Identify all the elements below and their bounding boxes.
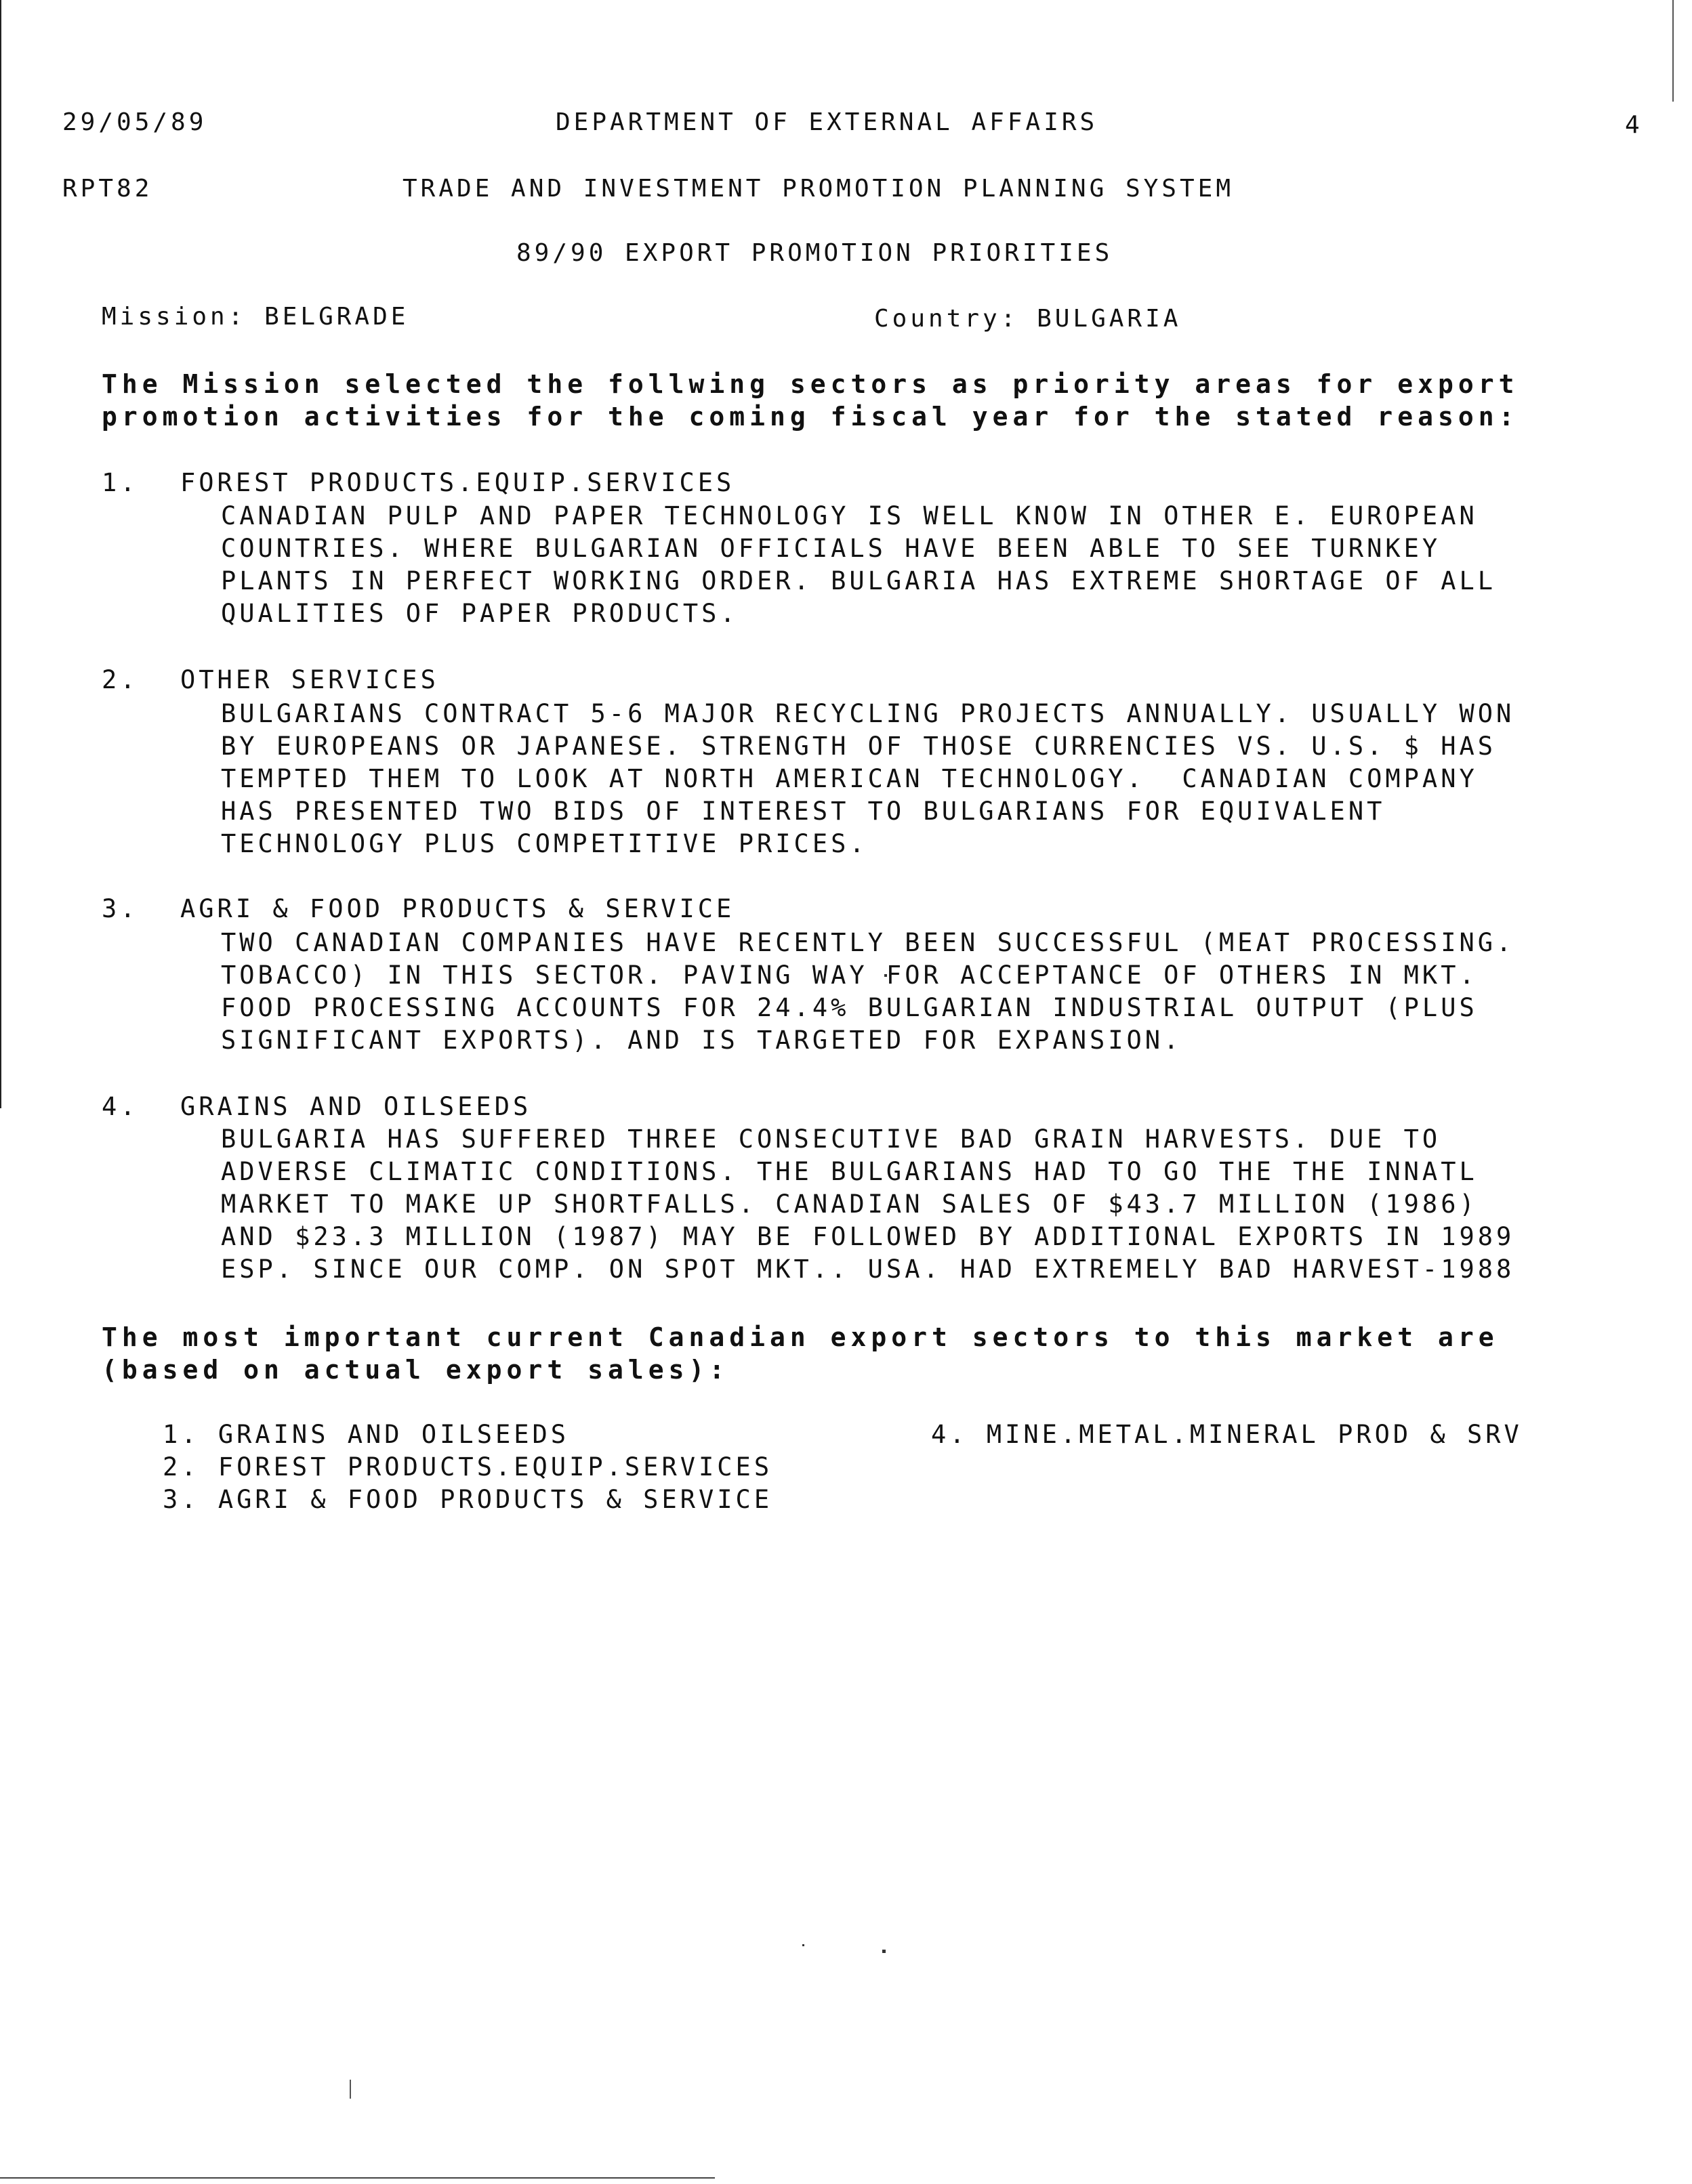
current-sector-item: 2. FOREST PRODUCTS.EQUIP.SERVICES (163, 1452, 773, 1482)
department-name: DEPARTMENT OF EXTERNAL AFFAIRS (556, 108, 1098, 136)
sector-number: 1. (102, 468, 139, 497)
mission-label: Mission: BELGRADE (102, 303, 409, 331)
sector-text-line: BULGARIANS CONTRACT 5-6 MAJOR RECYCLING PROJECTS ANNUALLY. USUALLY WON (221, 699, 1515, 728)
scan-edge-left (0, 0, 1, 1108)
current-sector-item: 1. GRAINS AND OILSEEDS (163, 1420, 570, 1449)
intro-line: promotion activities for the coming fiscal year for the stated reason: (102, 402, 1519, 432)
scan-edge-right (1672, 0, 1674, 102)
report-code: RPT82 (62, 175, 153, 203)
report-date: 29/05/89 (62, 108, 207, 136)
sector-text-line: BULGARIA HAS SUFFERED THREE CONSECUTIVE BAD GRAIN HARVESTS. DUE TO (221, 1125, 1441, 1154)
sector-text-line: TWO CANADIAN COMPANIES HAVE RECENTLY BEEN SUCCESSFUL (MEAT PROCESSING. (221, 928, 1515, 957)
sector-title: GRAINS AND OILSEEDS (180, 1092, 532, 1121)
sector-title: FOREST PRODUCTS.EQUIP.SERVICES (180, 468, 735, 497)
sector-title: OTHER SERVICES (180, 665, 439, 694)
sector-text-line: TEMPTED THEM TO LOOK AT NORTH AMERICAN TECHNOLOGY. CANADIAN COMPANY (221, 764, 1478, 793)
country-label: Country: BULGARIA (874, 305, 1182, 333)
sector-number: 2. (102, 665, 139, 694)
sector-text-line: HAS PRESENTED TWO BIDS OF INTEREST TO BULGARIANS FOR EQUIVALENT (221, 797, 1386, 826)
sector-text-line: AND $23.3 MILLION (1987) MAY BE FOLLOWED BY ADDITIONAL EXPORTS IN 1989 (221, 1222, 1515, 1251)
current-sector-item: 3. AGRI & FOOD PRODUCTS & SERVICE (163, 1485, 773, 1514)
sector-text-line: ADVERSE CLIMATIC CONDITIONS. THE BULGARIANS HAD TO GO THE THE INNATL (221, 1157, 1478, 1186)
scan-mark (350, 2080, 351, 2099)
report-title: 89/90 EXPORT PROMOTION PRIORITIES (516, 239, 1113, 267)
sector-text-line: BY EUROPEANS OR JAPANESE. STRENGTH OF THOSE CURRENCIES VS. U.S. $ HAS (221, 732, 1497, 761)
sector-text-line: ESP. SINCE OUR COMP. ON SPOT MKT.. USA. HAD EXTREMELY BAD HARVEST-1988 (221, 1255, 1515, 1284)
sector-text-line: MARKET TO MAKE UP SHORTFALLS. CANADIAN SALES OF $43.7 MILLION (1986) (221, 1190, 1478, 1219)
sector-text-line: CANADIAN PULP AND PAPER TECHNOLOGY IS WELL KNOW IN OTHER E. EUROPEAN (221, 501, 1478, 530)
current-sectors-intro: The most important current Canadian export sectors to this market are (102, 1322, 1499, 1352)
scan-speck (882, 1950, 886, 1953)
current-sector-item: 4. MINE.METAL.MINERAL PROD & SRV (931, 1420, 1523, 1449)
system-title: TRADE AND INVESTMENT PROMOTION PLANNING SYSTEM (403, 175, 1234, 203)
sector-text-line: TOBACCO) IN THIS SECTOR. PAVING WAY FOR ACCEPTANCE OF OTHERS IN MKT. (221, 961, 1478, 990)
sector-text-line: QUALITIES OF PAPER PRODUCTS. (221, 599, 739, 628)
sector-text-line: COUNTRIES. WHERE BULGARIAN OFFICIALS HAVE BEEN ABLE TO SEE TURNKEY (221, 534, 1441, 563)
intro-line: The Mission selected the follwing sectors as priority areas for export (102, 369, 1519, 399)
sector-title: AGRI & FOOD PRODUCTS & SERVICE (180, 894, 735, 923)
page-number: 4 (1625, 111, 1643, 139)
sector-text-line: TECHNOLOGY PLUS COMPETITIVE PRICES. (221, 829, 868, 858)
scan-speck (802, 1944, 804, 1946)
sector-text-line: SIGNIFICANT EXPORTS). AND IS TARGETED FOR EXPANSION. (221, 1026, 1182, 1055)
sector-text-line: PLANTS IN PERFECT WORKING ORDER. BULGARIA HAS EXTREME SHORTAGE OF ALL (221, 566, 1497, 595)
sector-text-line: FOOD PROCESSING ACCOUNTS FOR 24.4% BULGARIAN INDUSTRIAL OUTPUT (PLUS (221, 993, 1478, 1022)
scan-edge-bottom (0, 2177, 715, 2179)
sector-number: 3. (102, 894, 139, 923)
current-sectors-intro: (based on actual export sales): (102, 1355, 730, 1385)
sector-number: 4. (102, 1092, 139, 1121)
